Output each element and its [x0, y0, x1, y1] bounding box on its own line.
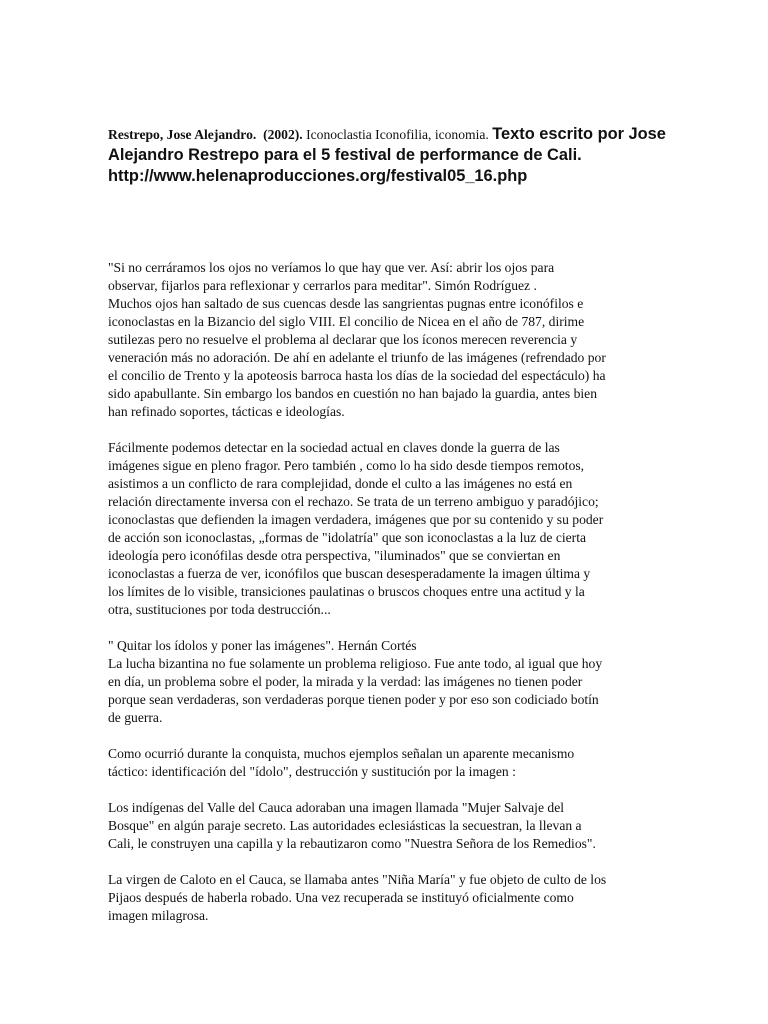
text-line: Como ocurrió durante la conquista, muchos ejemplos señalan un aparente mecanismo — [108, 746, 575, 761]
text-line: sutilezas pero no resuelve el problema al declarar que los íconos merecen reverencia y — [108, 332, 578, 347]
document-page — [108, 124, 668, 943]
text-line: iconoclastas a fuerza de ver, iconófilos que buscan desesperadamente la imagen última y — [108, 566, 591, 581]
citation-description: Texto escrito por Jose Alejandro Restrepo para el 5 festival de performance de Cali. http://www.helenaproducciones.org/festival05_16.php — [108, 125, 666, 185]
citation-author: Restrepo, Jose Alejandro. — [108, 127, 257, 142]
paragraph — [108, 637, 668, 727]
text-line: La lucha bizantina no fue solamente un problema religioso. Fue ante todo, al igual que hoy — [108, 656, 603, 671]
paragraph — [108, 745, 668, 781]
text-line: " Quitar los ídolos y poner las imágenes". Hernán Cortés — [108, 638, 417, 653]
text-line: "Si no cerráramos los ojos no veríamos lo que hay que ver. Así: abrir los ojos para — [108, 260, 555, 275]
text-line: táctico: identificación del "ídolo", destrucción y sustitución por la imagen : — [108, 764, 516, 779]
text-line: porque sean verdaderas, son verdaderas porque tienen poder y por eso son codiciado botín — [108, 692, 599, 707]
paragraph — [108, 871, 668, 925]
text-line: han refinado soportes, tácticas e ideologías. — [108, 404, 345, 419]
text-line: los límites de lo visible, transiciones paulatinas o bruscos choques entre una actitud y la — [108, 584, 585, 599]
text-line: el concilio de Trento y la apoteosis barroca hasta los días de la sociedad del espectáculo) ha — [108, 368, 606, 383]
text-line: Bosque" en algún paraje secreto. Las autoridades eclesiásticas la secuestran, la llevan a — [108, 818, 582, 833]
text-line: veneración más no adoración. De ahí en adelante el triunfo de las imágenes (refrendado por — [108, 350, 606, 365]
text-line: La virgen de Caloto en el Cauca, se llamaba antes "Niña María" y fue objeto de culto de los — [108, 872, 607, 887]
text-line: Cali, le construyen una capilla y la rebautizaron como "Nuestra Señora de los Remedios". — [108, 836, 596, 851]
text-line: Pijaos después de haberla robado. Una vez recuperada se instituyó oficialmente como — [108, 890, 574, 905]
citation-title: Iconoclastia Iconofilia, iconomia. — [306, 127, 489, 142]
text-line: relación directamente inversa con el rechazo. Se trata de un terreno ambiguo y paradójico; — [108, 494, 599, 509]
text-line: observar, fijarlos para reflexionar y cerrarlos para meditar". Simón Rodríguez . — [108, 278, 537, 293]
text-line: de guerra. — [108, 710, 163, 725]
text-line: otra, sustituciones por toda destrucción... — [108, 602, 331, 617]
text-line: iconoclastas en la Bizancio del siglo VIII. El concilio de Nicea en el año de 787, dirime — [108, 314, 585, 329]
text-line: asistimos a un conflicto de rara complejidad, donde el culto a las imágenes no está en — [108, 476, 573, 491]
paragraph — [108, 799, 668, 853]
text-line: sido apabullante. Sin embargo los bandos en cuestión no han bajado la guardia, antes bien — [108, 386, 598, 401]
text-line: Muchos ojos han saltado de sus cuencas desde las sangrientas pugnas entre iconófilos e — [108, 296, 584, 311]
text-line: de acción son iconoclastas, „formas de "idolatría" que son iconoclastas a la luz de cierta — [108, 530, 587, 545]
text-line: Los indígenas del Valle del Cauca adoraban una imagen llamada "Mujer Salvaje del — [108, 800, 565, 815]
text-line: imagen milagrosa. — [108, 908, 209, 923]
text-line: iconoclastas que defienden la imagen verdadera, imágenes que por su contenido y su poder — [108, 512, 604, 527]
paragraph — [108, 259, 668, 421]
citation-header — [108, 124, 668, 187]
citation-year: (2002). — [263, 127, 303, 142]
text-line: ideología pero iconófilas desde otra perspectiva, "iluminados" que se conviertan en — [108, 548, 561, 563]
paragraph — [108, 439, 668, 619]
text-line: Fácilmente podemos detectar en la sociedad actual en claves donde la guerra de las — [108, 440, 560, 455]
article-body — [108, 259, 668, 925]
text-line: en día, un problema sobre el poder, la mirada y la verdad: las imágenes no tienen poder — [108, 674, 583, 689]
text-line: imágenes sigue en pleno fragor. Pero también , como lo ha sido desde tiempos remotos, — [108, 458, 585, 473]
